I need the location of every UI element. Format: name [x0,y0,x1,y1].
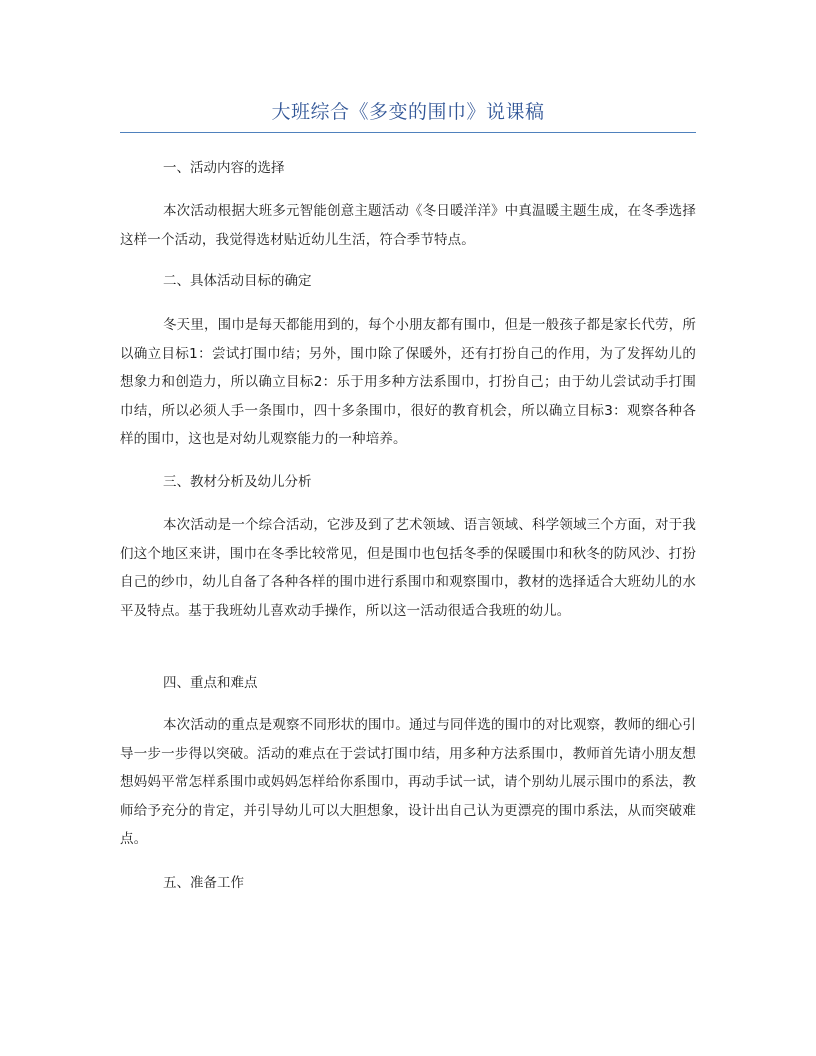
section-heading-4: 四、重点和难点 [163,675,258,691]
title-underline [120,132,696,133]
section-heading-1: 一、活动内容的选择 [163,160,285,176]
section-body-4: 本次活动的重点是观察不同形状的围巾。通过与同伴选的围巾的对比观察，教师的细心引导一步一步得以突破。活动的难点在于尝试打围巾结，用多种方法系围巾，教师首先请小朋友想想妈妈平常怎样系围巾或妈妈怎样给你系围巾，再动手试一试，请个别幼儿展示围巾的系法，教师给予充分的肯定，并引导幼儿可以大胆想象，设计出自己认为更漂亮的围巾系法，从而突破难点。 [120,717,696,847]
section-body-1: 本次活动根据大班多元智能创意主题活动《冬日暖洋洋》中真温暖主题生成，在冬季选择这样一个活动，我觉得选材贴近幼儿生活，符合季节特点。 [120,203,696,248]
section-heading-3: 三、教材分析及幼儿分析 [163,474,312,490]
section-heading-2: 二、具体活动目标的确定 [163,273,312,289]
section-body-3: 本次活动是一个综合活动，它涉及到了艺术领域、语言领域、科学领域三个方面，对于我们这个地区来讲，围巾在冬季比较常见，但是围巾也包括冬季的保暖围巾和秋冬的防风沙、打扮自己的纱巾，幼儿自备了各种各样的围巾进行系围巾和观察围巾，教材的选择适合大班幼儿的水平及特点。基于我班幼儿喜欢动手操作，所以这一活动很适合我班的幼儿。 [120,517,696,619]
section-heading-5: 五、准备工作 [163,875,244,891]
section-body-2: 冬天里，围巾是每天都能用到的，每个小朋友都有围巾，但是一般孩子都是家长代劳，所以确立目标1：尝试打围巾结；另外，围巾除了保暖外，还有打扮自己的作用，为了发挥幼儿的想象力和创造力，所以确立目标2：乐于用多种方法系围巾，打扮自己；由于幼儿尝试动手打围巾结，所以必须人手一条围巾，四十多条围巾，很好的教育机会，所以确立目标3：观察各种各样的围巾，这也是对幼儿观察能力的一种培养。 [120,317,696,447]
document-title: 大班综合《多变的围巾》说课稿 [271,101,545,123]
